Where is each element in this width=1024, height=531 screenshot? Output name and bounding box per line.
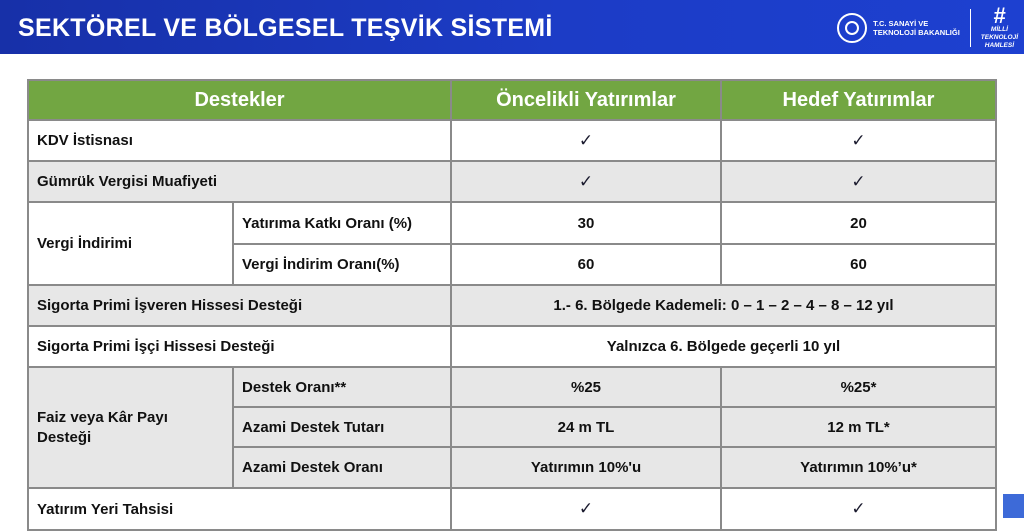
row-label-kdv: KDV İstisnası xyxy=(29,121,450,160)
faiz-tutar-hedef: 12 m TL* xyxy=(722,408,995,446)
row-label-sigorta-isveren: Sigorta Primi İşveren Hissesi Desteği xyxy=(29,286,450,325)
vergi-katki-hedef: 20 xyxy=(722,203,995,243)
title-banner xyxy=(0,0,1024,54)
faiz-oran-hedef: %25* xyxy=(722,368,995,406)
ministry-emblem-icon xyxy=(837,13,867,43)
kdv-hedef-cell xyxy=(722,121,995,160)
header-hedef: Hedef Yatırımlar xyxy=(722,81,995,119)
row-label-faiz xyxy=(29,368,232,487)
faiz-azami-oran-oncelikli: Yatırımın 10%'u xyxy=(452,448,720,487)
header-oncelikli: Öncelikli Yatırımlar xyxy=(452,81,720,119)
faiz-tutar-oncelikli: 24 m TL xyxy=(452,408,720,446)
kdv-oncelikli-cell xyxy=(452,121,720,160)
ministry-line-2: TEKNOLOJİ BAKANLIĞI xyxy=(873,28,960,37)
vergi-sub-label-katki: Yatırıma Katkı Oranı (%) xyxy=(234,203,450,243)
page-title: SEKTÖREL VE BÖLGESEL TEŞVİK SİSTEMİ xyxy=(18,14,553,42)
faiz-azami-oran-hedef: Yatırımın 10%’u* xyxy=(722,448,995,487)
sigorta-isveren-value: 1.- 6. Bölgede Kademeli: 0 – 1 – 2 – 4 – 8 – 12 yıl xyxy=(452,286,995,325)
faiz-label-line-1: Faiz veya Kâr Payı xyxy=(37,408,168,426)
row-label-gumruk: Gümrük Vergisi Muafiyeti xyxy=(29,162,450,201)
yer-oncelikli-cell xyxy=(452,489,720,529)
check-icon: ✓ xyxy=(578,499,594,518)
faiz-sub-label-azami-oran: Azami Destek Oranı xyxy=(234,448,450,487)
hash-icon: # xyxy=(993,3,1006,28)
milli-teknoloji-logo xyxy=(980,3,1018,50)
faiz-sub-label-oran: Destek Oranı** xyxy=(234,368,450,406)
row-label-vergi: Vergi İndirimi xyxy=(29,203,232,284)
vergi-katki-oncelikli: 30 xyxy=(452,203,720,243)
mtm-line-2: TEKNOLOJİ xyxy=(980,34,1018,41)
vergi-indirim-oncelikli: 60 xyxy=(452,245,720,284)
check-icon: ✓ xyxy=(578,130,594,150)
mtm-line-3: HAMLESİ xyxy=(984,42,1015,49)
check-icon: ✓ xyxy=(578,171,594,191)
incentive-table xyxy=(27,79,997,531)
row-label-yatirim-yeri: Yatırım Yeri Tahsisi xyxy=(29,489,450,529)
vergi-sub-label-indirim: Vergi İndirim Oranı(%) xyxy=(234,245,450,284)
gumruk-oncelikli-cell xyxy=(452,162,720,201)
faiz-label-line-2: Desteği xyxy=(37,428,92,446)
ministry-name xyxy=(873,19,960,37)
check-icon: ✓ xyxy=(851,130,866,150)
faiz-oran-oncelikli: %25 xyxy=(452,368,720,406)
mtm-line-1: MİLLİ xyxy=(990,26,1008,33)
row-label-sigorta-isci: Sigorta Primi İşçi Hissesi Desteği xyxy=(29,327,450,366)
logo-divider xyxy=(970,9,971,47)
check-icon: ✓ xyxy=(851,499,866,518)
ministry-line-1: T.C. SANAYİ VE xyxy=(873,19,929,28)
vergi-indirim-hedef: 60 xyxy=(722,245,995,284)
logo-group xyxy=(837,3,1018,50)
gumruk-hedef-cell xyxy=(722,162,995,201)
yer-hedef-cell xyxy=(722,489,995,529)
corner-accent xyxy=(1003,494,1024,518)
faiz-sub-label-tutar: Azami Destek Tutarı xyxy=(234,408,450,446)
header-destekler: Destekler xyxy=(29,81,450,119)
check-icon: ✓ xyxy=(851,171,866,191)
sigorta-isci-value: Yalnızca 6. Bölgede geçerli 10 yıl xyxy=(452,327,995,366)
